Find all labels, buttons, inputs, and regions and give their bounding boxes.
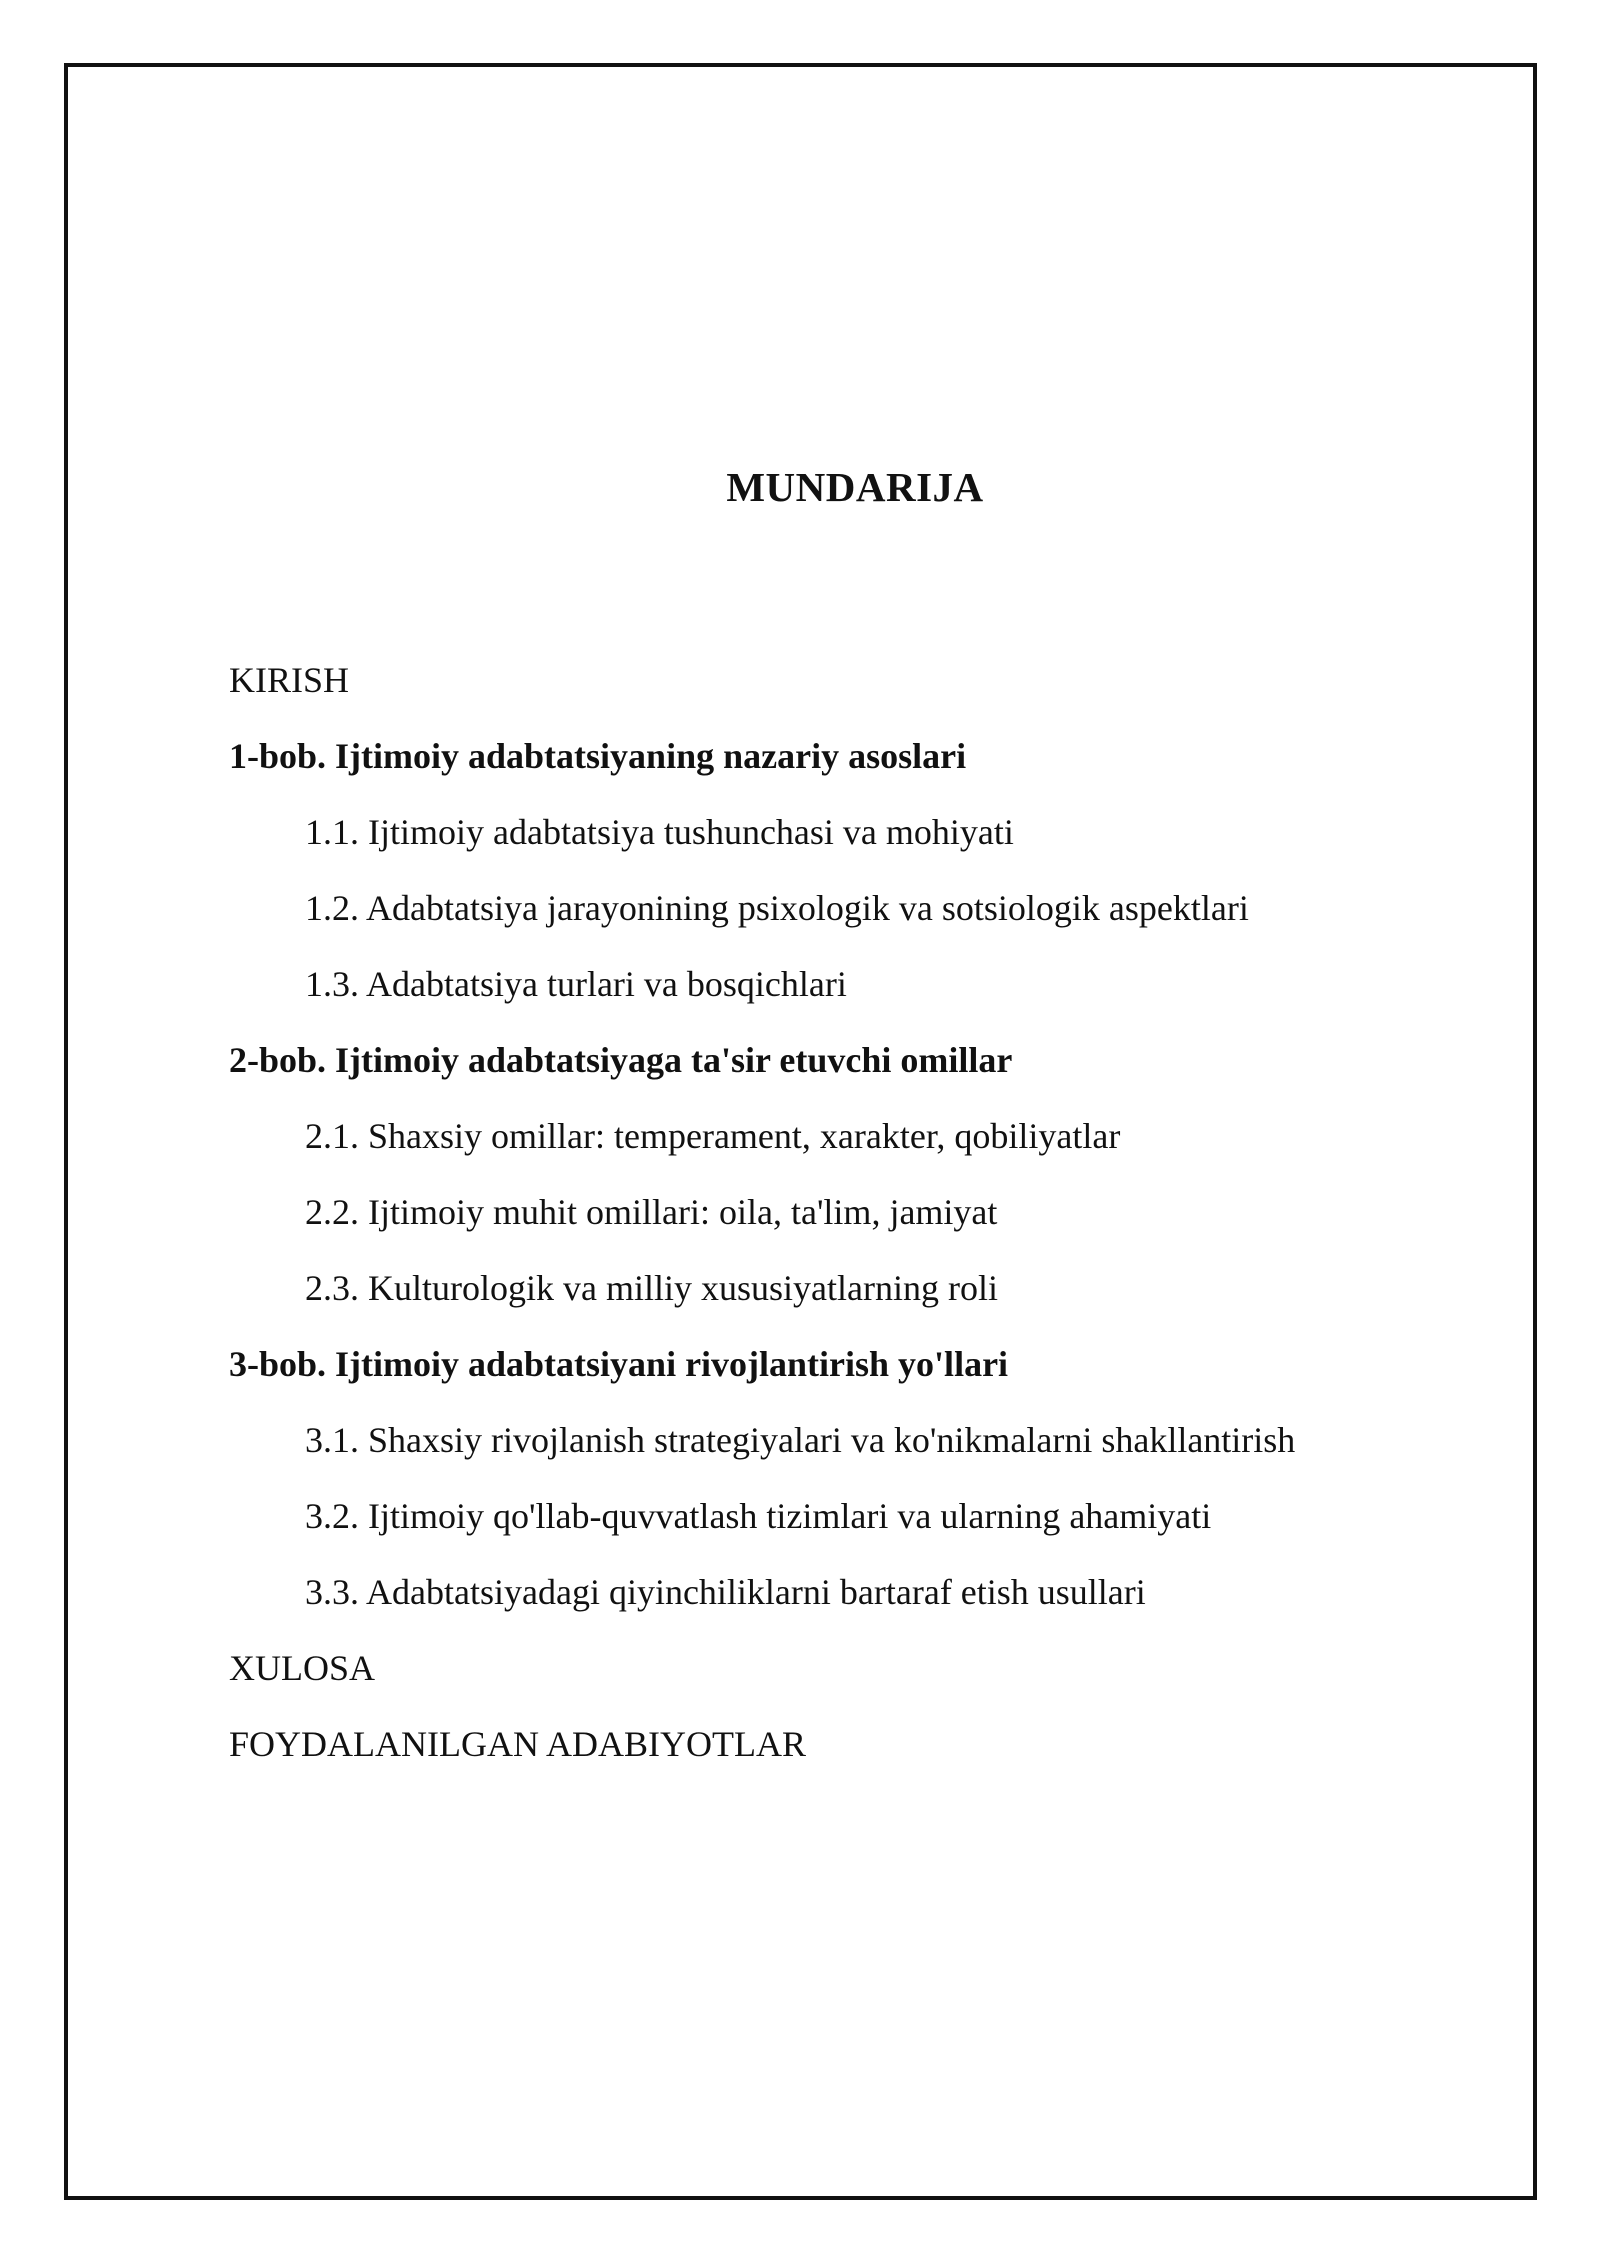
toc-section-1-1: 1.1. Ijtimoiy adabtatsiya tushunchasi va mohiyati xyxy=(305,812,1014,852)
toc-chapter-2: 2-bob. Ijtimoiy adabtatsiyaga ta'sir etuvchi omillar xyxy=(229,1040,1013,1080)
toc-item-references: FOYDALANILGAN ADABIYOTLAR xyxy=(229,1724,806,1764)
toc-section-2-2: 2.2. Ijtimoiy muhit omillari: oila, ta'lim, jamiyat xyxy=(305,1192,998,1232)
page-title: MUNDARIJA xyxy=(726,464,984,510)
toc-section-2-1: 2.1. Shaxsiy omillar: temperament, xarakter, qobiliyatlar xyxy=(305,1116,1121,1156)
table-of-contents xyxy=(229,642,1295,1782)
toc-section-1-2: 1.2. Adabtatsiya jarayonining psixologik va sotsiologik aspektlari xyxy=(305,888,1249,928)
toc-section-3-1: 3.1. Shaxsiy rivojlanish strategiyalari va ko'nikmalarni shakllantirish xyxy=(305,1420,1296,1460)
toc-item-conclusion: XULOSA xyxy=(229,1648,376,1688)
toc-item-introduction: KIRISH xyxy=(229,660,350,700)
toc-section-2-3: 2.3. Kulturologik va milliy xususiyatlarning roli xyxy=(305,1268,998,1308)
toc-section-3-3: 3.3. Adabtatsiyadagi qiyinchiliklarni bartaraf etish usullari xyxy=(305,1572,1146,1612)
toc-chapter-1: 1-bob. Ijtimoiy adabtatsiyaning nazariy asoslari xyxy=(229,736,967,776)
toc-chapter-3: 3-bob. Ijtimoiy adabtatsiyani rivojlantirish yo'llari xyxy=(229,1344,1009,1384)
toc-section-1-3: 1.3. Adabtatsiya turlari va bosqichlari xyxy=(305,964,847,1004)
toc-section-3-2: 3.2. Ijtimoiy qo'llab-quvvatlash tizimlari va ularning ahamiyati xyxy=(305,1496,1212,1536)
